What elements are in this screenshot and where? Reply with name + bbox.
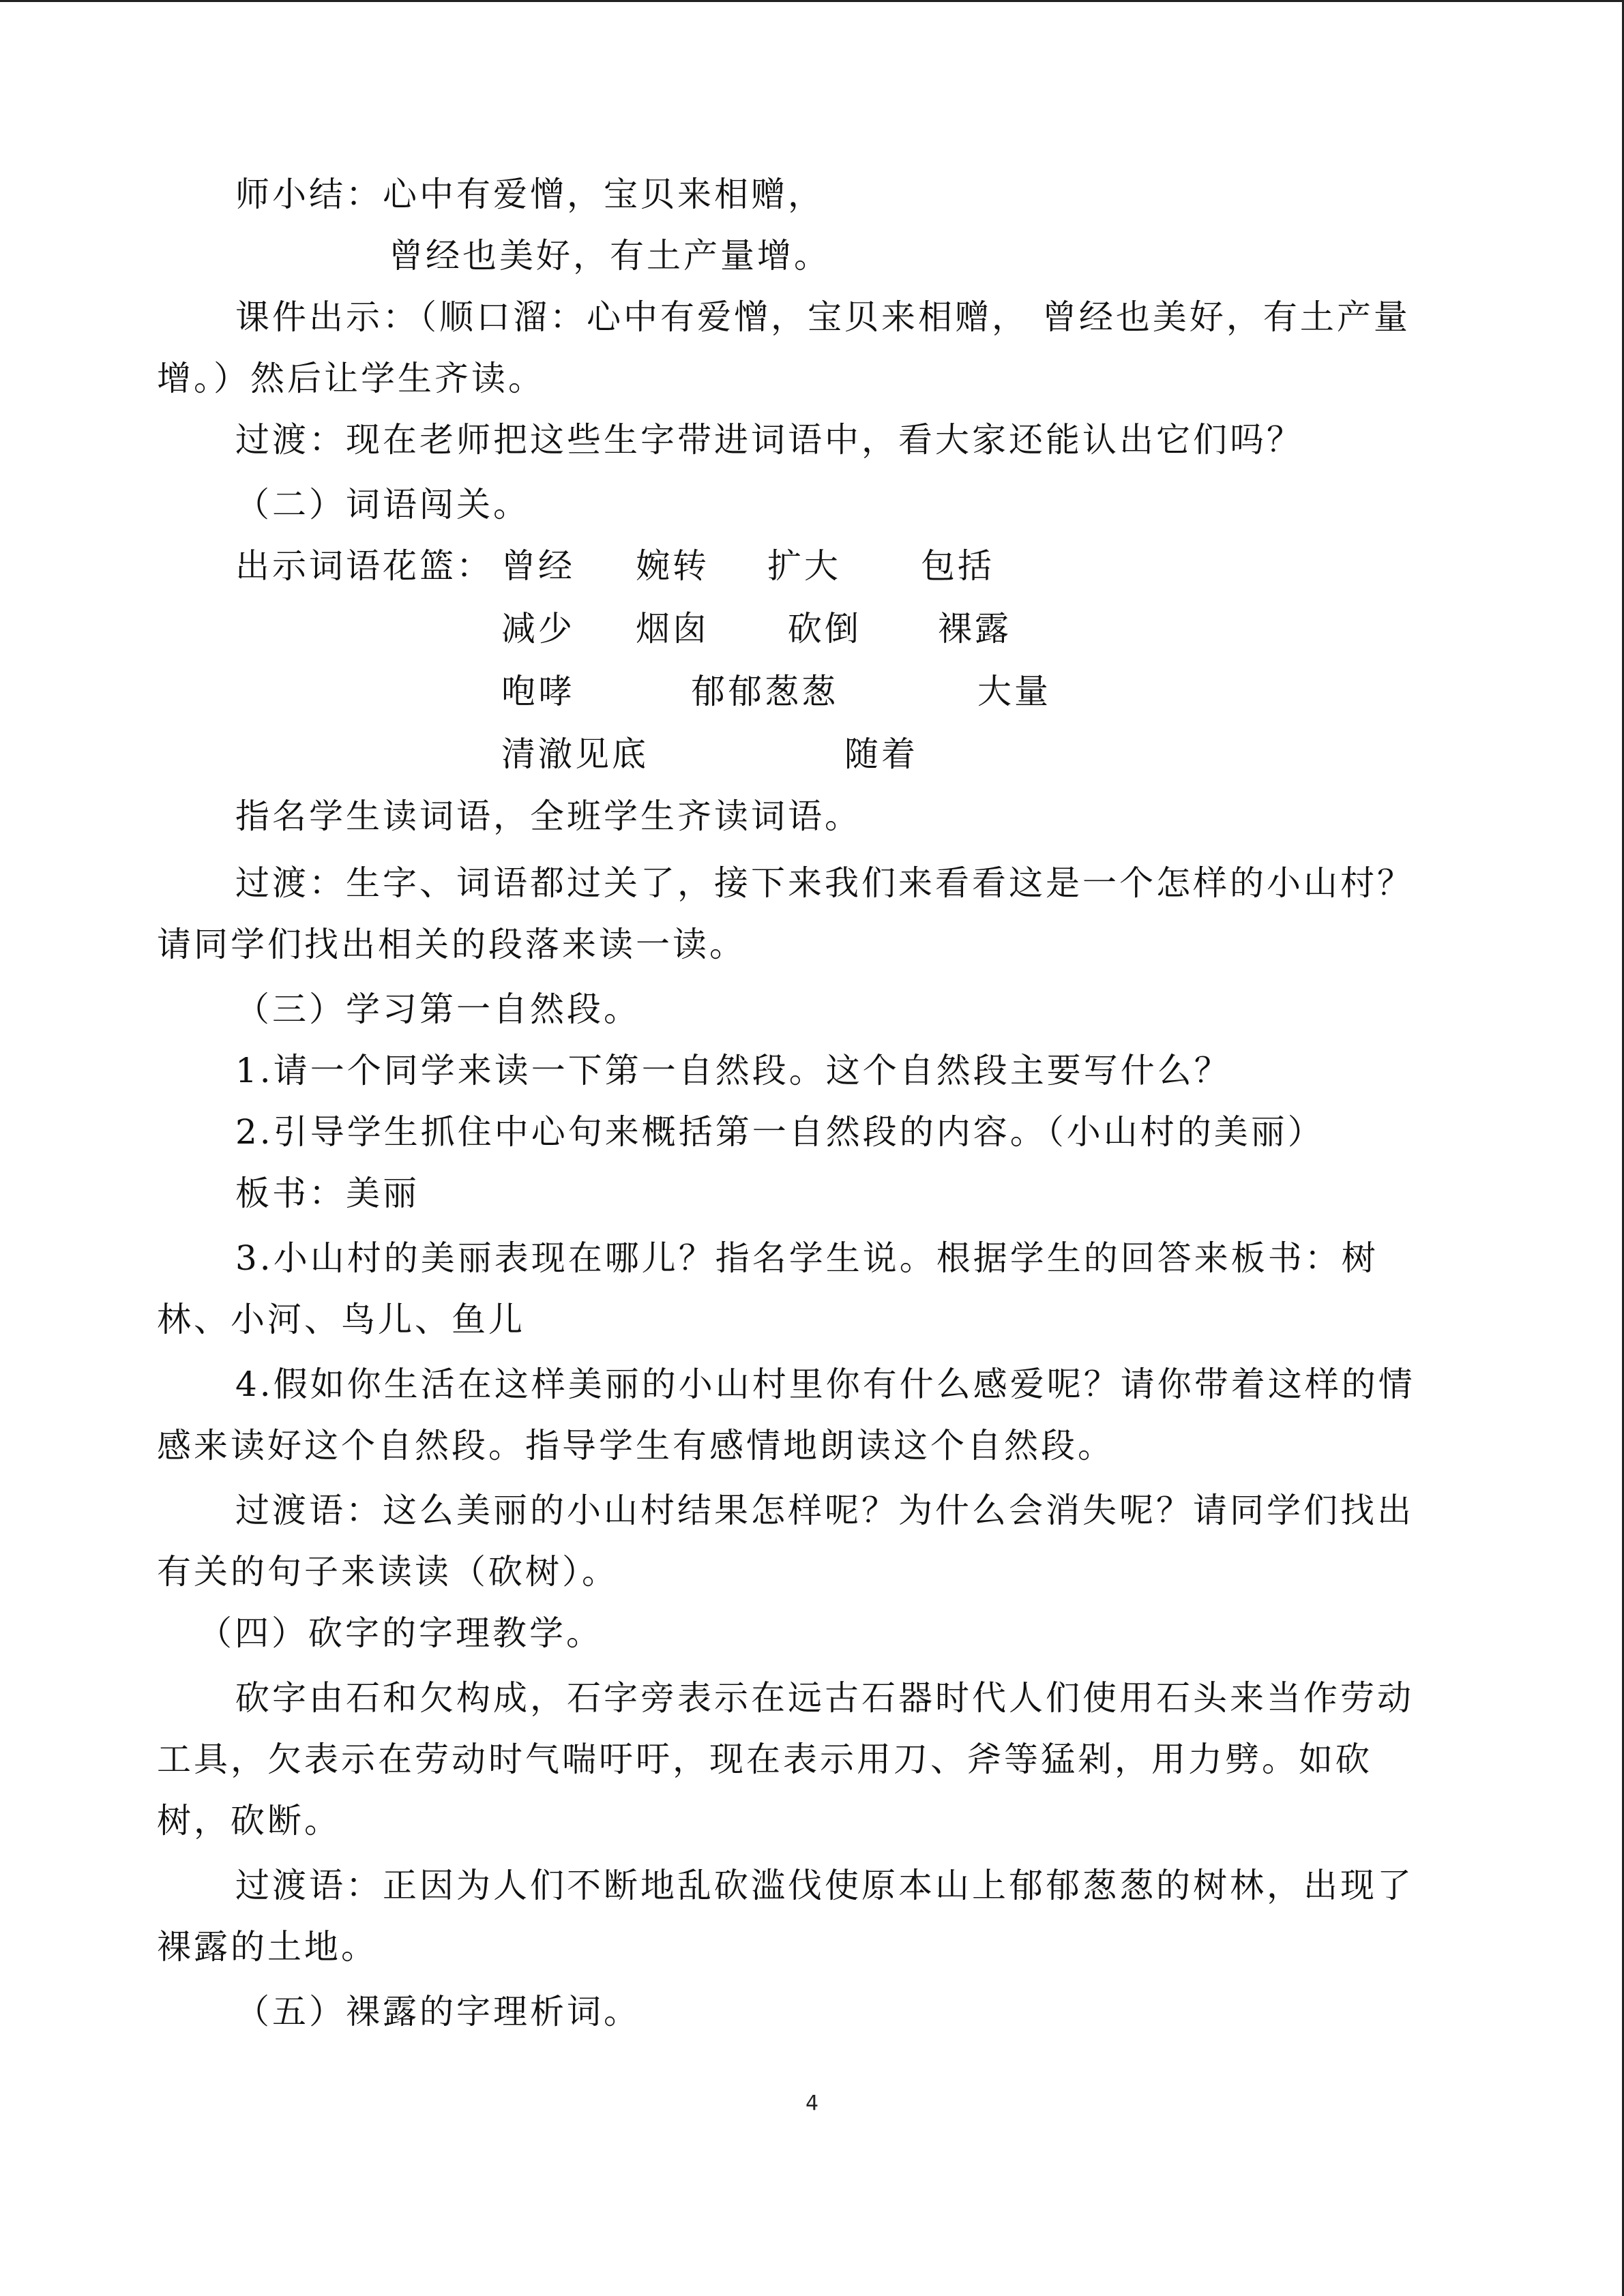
word-item: 婉转 bbox=[636, 546, 709, 586]
text-line: 感来读好这个自然段。指导学生有感情地朗读这个自然段。 bbox=[157, 1426, 1114, 1465]
word-item: 清澈见底 bbox=[501, 734, 649, 774]
text-line: 过渡：现在老师把这些生字带进词语中，看大家还能认出它们吗？ bbox=[235, 420, 1303, 460]
text-line: 课件出示：（顺口溜：心中有爱憎，宝贝来相赠， 曾经也美好，有土产量 bbox=[235, 297, 1411, 337]
text-line: 增。）然后让学生齐读。 bbox=[157, 359, 545, 398]
text-line: 请同学们找出相关的段落来读一读。 bbox=[157, 925, 746, 964]
text-line: 3.小山村的美丽表现在哪儿？指名学生说。根据学生的回答来板书：树 bbox=[235, 1238, 1378, 1278]
text-line: 过渡：生字、词语都过关了，接下来我们来看看这是一个怎样的小山村？ bbox=[235, 863, 1414, 903]
word-item: 砍倒 bbox=[788, 609, 861, 648]
section-heading: （二）词语闯关。 bbox=[235, 485, 530, 524]
text-line: 树，砍断。 bbox=[157, 1801, 341, 1840]
text-line: 曾经也美好，有土产量增。 bbox=[389, 236, 831, 275]
text-line: 1.请一个同学来读一下第一自然段。这个自然段主要写什么？ bbox=[235, 1051, 1231, 1090]
word-item: 减少 bbox=[501, 609, 575, 648]
text-line: 板书：美丽 bbox=[235, 1174, 419, 1213]
section-heading: （四）砍字的字理教学。 bbox=[198, 1613, 603, 1653]
text-line: 过渡语：这么美丽的小山村结果怎样呢？为什么会消失呢？请同学们找出 bbox=[235, 1491, 1414, 1530]
word-item: 大量 bbox=[977, 672, 1051, 711]
word-item: 咆哮 bbox=[501, 672, 575, 711]
text-line: 工具，欠表示在劳动时气喘吁吁，现在表示用刀、斧等猛剁，用力劈。如砍 bbox=[157, 1740, 1372, 1779]
text-line: 师小结：心中有爱憎，宝贝来相赠， bbox=[235, 175, 825, 214]
page-number: 4 bbox=[805, 2091, 819, 2115]
word-item: 烟囱 bbox=[636, 609, 709, 648]
word-item: 郁郁葱葱 bbox=[691, 672, 838, 711]
text-line: 裸露的土地。 bbox=[157, 1927, 378, 1967]
text-line: 过渡语：正因为人们不断地乱砍滥伐使原本山上郁郁葱葱的树林，出现了 bbox=[235, 1866, 1414, 1905]
text-line: 有关的句子来读读（砍树）。 bbox=[157, 1552, 619, 1592]
section-heading: （五）裸露的字理析词。 bbox=[235, 1992, 640, 2031]
word-item: 扩大 bbox=[767, 546, 841, 586]
section-heading: （三）学习第一自然段。 bbox=[235, 989, 640, 1029]
word-item: 包括 bbox=[921, 546, 994, 586]
text-line: 林、小河、鸟儿、鱼儿 bbox=[157, 1300, 525, 1339]
text-line: 4.假如你生活在这样美丽的小山村里你有什么感爱呢？请你带着这样的情 bbox=[235, 1365, 1415, 1404]
text-line: 砍字由石和欠构成，石字旁表示在远古石器时代人们使用石头来当作劳动 bbox=[235, 1678, 1414, 1718]
word-item: 曾经 bbox=[501, 546, 575, 586]
text-line: 指名学生读词语，全班学生齐读词语。 bbox=[235, 796, 861, 836]
word-item: 随着 bbox=[844, 734, 918, 774]
word-item: 裸露 bbox=[938, 609, 1012, 648]
text-line: 出示词语花篮： bbox=[235, 546, 493, 586]
text-line: 2.引导学生抓住中心句来概括第一自然段的内容。（小山村的美丽） bbox=[235, 1112, 1325, 1152]
